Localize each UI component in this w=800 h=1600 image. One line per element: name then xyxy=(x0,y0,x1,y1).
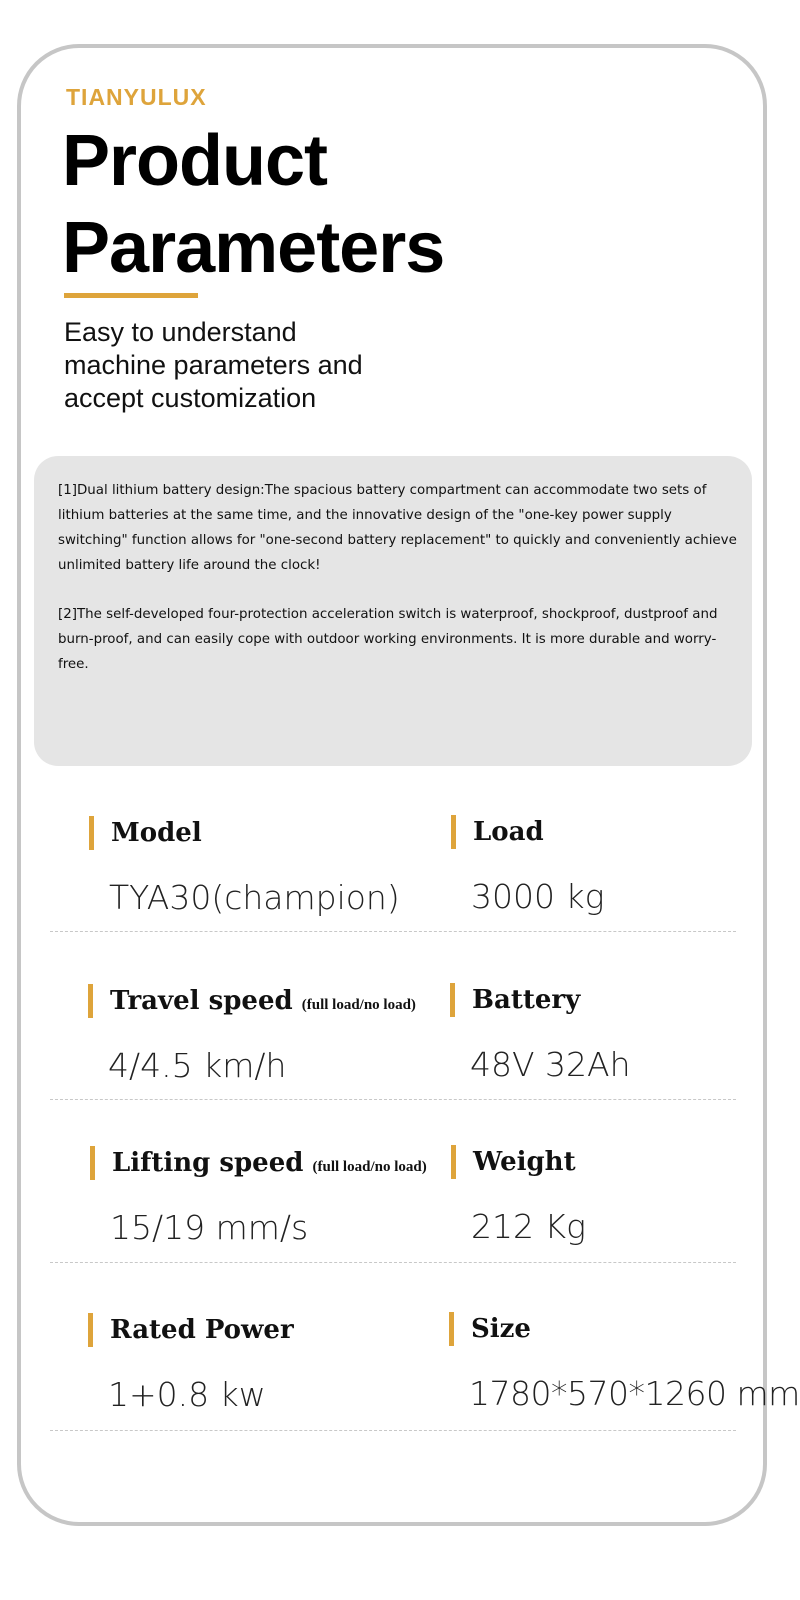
param-value: 212 Kg xyxy=(471,1207,586,1246)
subtitle-line-1: Easy to understand xyxy=(64,317,297,347)
param-value: 1+0.8 kw xyxy=(108,1375,266,1414)
row-divider xyxy=(50,931,736,932)
param-label: Size xyxy=(471,1314,531,1344)
accent-bar xyxy=(451,1145,456,1179)
param-value: 4/4.5 km/h xyxy=(108,1046,287,1085)
title-line-1: Product xyxy=(62,121,328,201)
accent-bar xyxy=(89,816,94,850)
row-divider xyxy=(50,1099,736,1100)
param-label: Battery xyxy=(472,985,581,1015)
page-title xyxy=(62,118,444,292)
param-note: (full load/no load) xyxy=(312,1159,427,1175)
accent-bar xyxy=(449,1312,454,1346)
features-box xyxy=(34,456,752,766)
param-label: Load xyxy=(473,817,544,847)
param-label: Model xyxy=(111,818,202,848)
accent-bar xyxy=(88,984,93,1018)
feature-text-2: [2]The self-developed four-protection acceleration switch is waterproof, shockproof, dustproof and burn-proof, and can easily cope with outdoor working environments. It is more durable and worry-free. xyxy=(58,607,718,672)
accent-bar xyxy=(90,1146,95,1180)
accent-bar xyxy=(451,815,456,849)
param-value: 48V 32Ah xyxy=(470,1045,631,1084)
title-underline xyxy=(64,293,198,298)
param-value: 3000 kg xyxy=(471,877,605,916)
param-value: TYA30(champion) xyxy=(109,878,400,917)
row-divider xyxy=(50,1262,736,1263)
param-label: Rated Power xyxy=(110,1315,294,1345)
param-label: Travel speed (full load/no load) xyxy=(110,986,416,1016)
brand-logo: TIANYULUX xyxy=(66,84,207,110)
accent-bar xyxy=(450,983,455,1017)
subtitle-line-3: accept customization xyxy=(64,383,317,413)
title-line-2: Parameters xyxy=(62,208,445,288)
subtitle xyxy=(64,316,363,415)
accent-bar xyxy=(88,1313,93,1347)
param-note: (full load/no load) xyxy=(301,997,416,1013)
param-value: 15/19 mm/s xyxy=(110,1208,309,1247)
row-divider xyxy=(50,1430,736,1431)
param-label: Weight xyxy=(473,1147,576,1177)
subtitle-line-2: machine parameters and xyxy=(64,350,363,380)
feature-text-1: [1]Dual lithium battery design:The spacious battery compartment can accommodate two sets of lithium batteries at the same time, and the innovative design of the "one-key power supply switching" function allows for "one-second battery replacement" to quickly and conveniently achieve unlimited battery life around the clock! xyxy=(58,483,737,573)
param-value: 1780*570*1260 mm xyxy=(469,1374,800,1413)
param-label: Lifting speed (full load/no load) xyxy=(112,1148,427,1178)
